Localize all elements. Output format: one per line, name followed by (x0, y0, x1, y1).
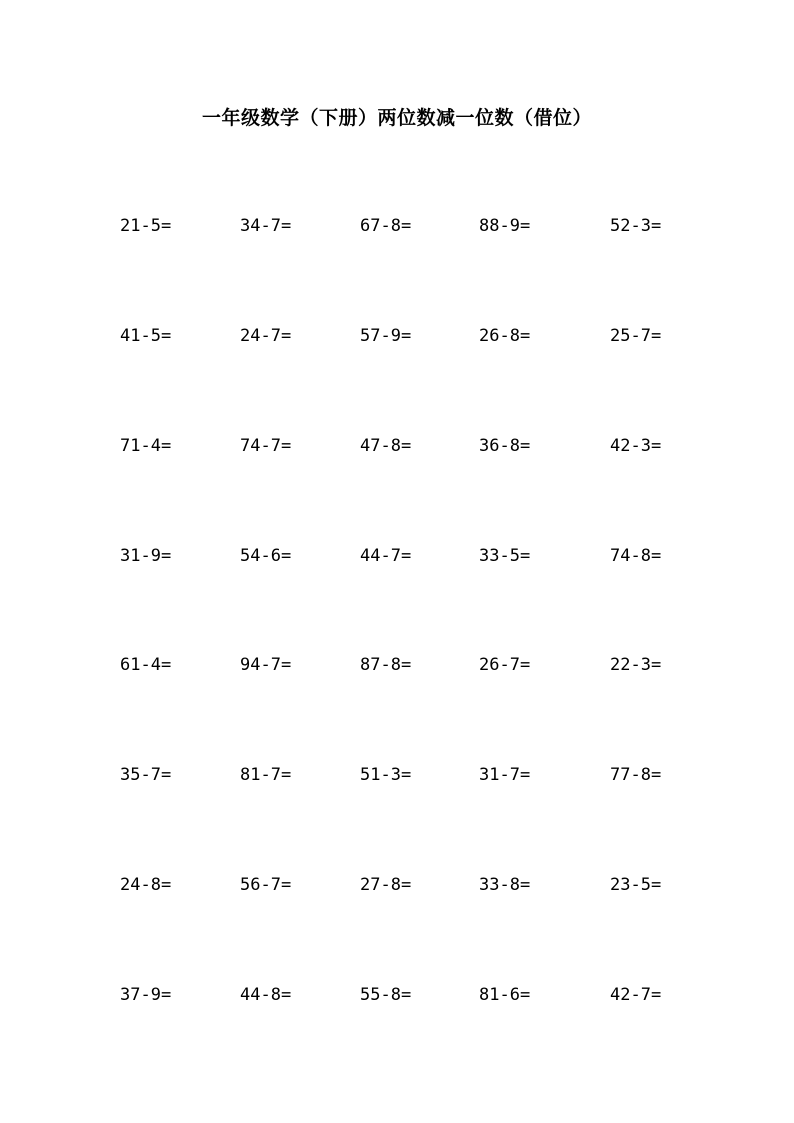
problem: 61-4= (120, 655, 172, 675)
problem: 71-4= (120, 436, 172, 456)
problem: 42-7= (610, 985, 662, 1005)
problem: 55-8= (360, 985, 412, 1005)
problem: 23-5= (610, 875, 662, 895)
problem: 22-3= (610, 655, 662, 675)
problem: 44-7= (360, 546, 412, 566)
problem: 74-8= (610, 546, 662, 566)
problem: 31-9= (120, 546, 172, 566)
problem: 54-6= (240, 546, 292, 566)
problem: 67-8= (360, 216, 412, 236)
problem: 21-5= (120, 216, 172, 236)
problem: 44-8= (240, 985, 292, 1005)
problem-row (0, 544, 794, 568)
problem: 36-8= (479, 436, 531, 456)
problem: 33-5= (479, 546, 531, 566)
problem: 37-9= (120, 985, 172, 1005)
problem: 25-7= (610, 326, 662, 346)
problem-row (0, 653, 794, 677)
problem: 77-8= (610, 765, 662, 785)
problem-row (0, 214, 794, 238)
problem: 52-3= (610, 216, 662, 236)
problem: 47-8= (360, 436, 412, 456)
problem: 24-8= (120, 875, 172, 895)
problem: 31-7= (479, 765, 531, 785)
problem: 41-5= (120, 326, 172, 346)
problem: 34-7= (240, 216, 292, 236)
problem: 51-3= (360, 765, 412, 785)
problem: 81-7= (240, 765, 292, 785)
problem: 88-9= (479, 216, 531, 236)
problem: 24-7= (240, 326, 292, 346)
problem: 27-8= (360, 875, 412, 895)
problem-row (0, 324, 794, 348)
problem: 94-7= (240, 655, 292, 675)
problem: 42-3= (610, 436, 662, 456)
problem: 26-8= (479, 326, 531, 346)
problem-row (0, 873, 794, 897)
problem: 74-7= (240, 436, 292, 456)
problem: 35-7= (120, 765, 172, 785)
problem: 81-6= (479, 985, 531, 1005)
problem-row (0, 763, 794, 787)
problem-row (0, 983, 794, 1007)
problem: 33-8= (479, 875, 531, 895)
worksheet-title: 一年级数学（下册）两位数减一位数（借位） (201, 107, 592, 129)
problem: 87-8= (360, 655, 412, 675)
problem: 57-9= (360, 326, 412, 346)
problem: 56-7= (240, 875, 292, 895)
problem-row (0, 434, 794, 458)
problem: 26-7= (479, 655, 531, 675)
